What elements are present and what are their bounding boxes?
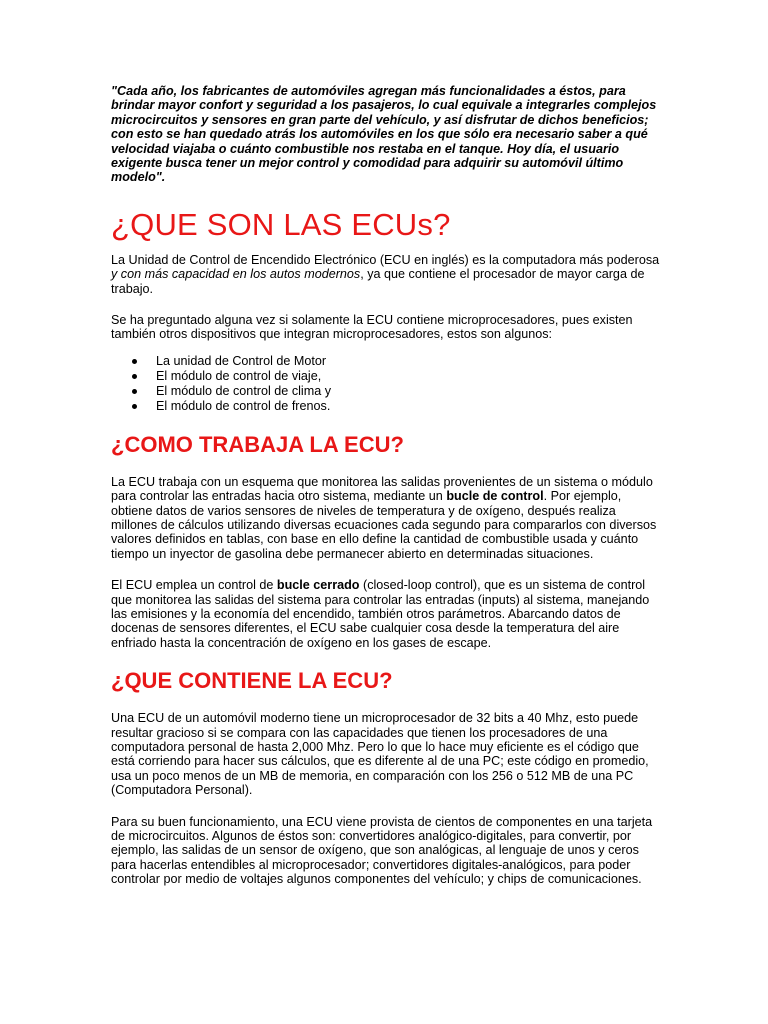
paragraph-text: . Por ejemplo, obtiene datos de varios sensores de niveles de temperatura y de oxígeno, después realiza millones de cálculos utilizando diversas ecuaciones cada segundo para compararlos con diversos valores definidos en tablas, con base en ello define la cantidad de combustible usada y cuánto tiempo un inyector de gasolina debe permanecer abierto en determinadas situaciones.: [111, 489, 657, 561]
intro-quote: "Cada año, los fabricantes de automóviles agregan más funcionalidades a éstos, para brindar mayor confort y seguridad a los pasajeros, lo cual equivale a integrarles complejos microcircuitos y sensores en gran parte del vehículo, y así disfrutar de dichos beneficios; con esto se han quedado atrás los automóviles en los que sólo era necesario saber a qué velocidad viajaba o cuánto combustible nos restaba en el tanque. Hoy día, el usuario exigente busca tener un mejor control y comodidad para adquirir su automóvil último modelo".: [111, 84, 657, 185]
bullet-list-devices: [111, 354, 661, 415]
list-item: La unidad de Control de Motor: [111, 354, 661, 369]
list-item: El módulo de control de viaje,: [111, 369, 661, 384]
section-heading-que-son: ¿QUE SON LAS ECUs?: [111, 206, 451, 242]
paragraph-text: , ya que contiene el procesador de mayor carga de trabajo.: [111, 267, 645, 296]
paragraph-text: El ECU emplea un control de: [111, 578, 277, 593]
paragraph-bold-text: bucle cerrado: [276, 578, 360, 593]
list-item: El módulo de control de clima y: [111, 384, 661, 399]
paragraph-closed-loop: [111, 578, 661, 650]
list-item: El módulo de control de frenos.: [111, 399, 661, 414]
paragraph-microprocessors: Se ha preguntado alguna vez si solamente la ECU contiene microprocesadores, pues existen también otros dispositivos que integran microprocesadores, estos son algunos:: [111, 313, 633, 342]
document-page: [111, 84, 661, 887]
section-heading-como-trabaja: ¿COMO TRABAJA LA ECU?: [111, 431, 404, 457]
paragraph-ecu-loop: [111, 475, 661, 561]
paragraph-bold-text: bucle de control: [446, 489, 544, 504]
paragraph-microprocessor-specs: Una ECU de un automóvil moderno tiene un microprocesador de 32 bits a 40 Mhz, esto puede resultar gracioso si se compara con las capacidades que tienen los procesadores de una computadora personal de hasta 2,000 Mhz. Pero lo que lo hace muy eficiente es el código que está corriendo para hacer sus cálculos, que es diferente al de una PC; este código en promedio, usa un poco menos de un MB de memoria, en comparación con los 256 o 512 MB de una PC (Computadora Personal).: [111, 711, 649, 798]
paragraph-ecu-definition: [111, 253, 661, 296]
paragraph-italic-text: y con más capacidad en los autos modernos: [111, 267, 361, 282]
section-heading-que-contiene: ¿QUE CONTIENE LA ECU?: [111, 668, 393, 694]
paragraph-components: Para su buen funcionamiento, una ECU viene provista de cientos de componentes en una tarjeta de microcircuitos. Algunos de éstos son: convertidores analógico-digitales, para convertir, por ejemplo, las salidas de un sensor de oxígeno, que son analógicas, al lenguaje de unos y ceros para hacerlas entendibles al microprocesador; convertidores digitales-analógicos, para poder controlar por medio de voltajes algunos componentes del vehículo; y chips de comunicaciones.: [111, 814, 653, 887]
paragraph-text: La Unidad de Control de Encendido Electrónico (ECU en inglés) es la computadora más poderosa: [111, 252, 660, 267]
paragraph-text: La ECU trabaja con un esquema que monitorea las salidas provenientes de un sistema o módulo para controlar las entradas hacia otro sistema, mediante un: [111, 474, 653, 504]
paragraph-text: (closed-loop control), que es un sistema de control que monitorea las salidas del sistema para controlar las entradas (inputs) al sistema, manejando las emisiones y la economía del encendido, también otros parámetros. Abarcando datos de docenas de sensores diferentes, el ECU sabe cualquier cosa desde la temperatura del aire enfriado hasta la concentración de oxígeno en los gases de escape.: [111, 578, 650, 650]
